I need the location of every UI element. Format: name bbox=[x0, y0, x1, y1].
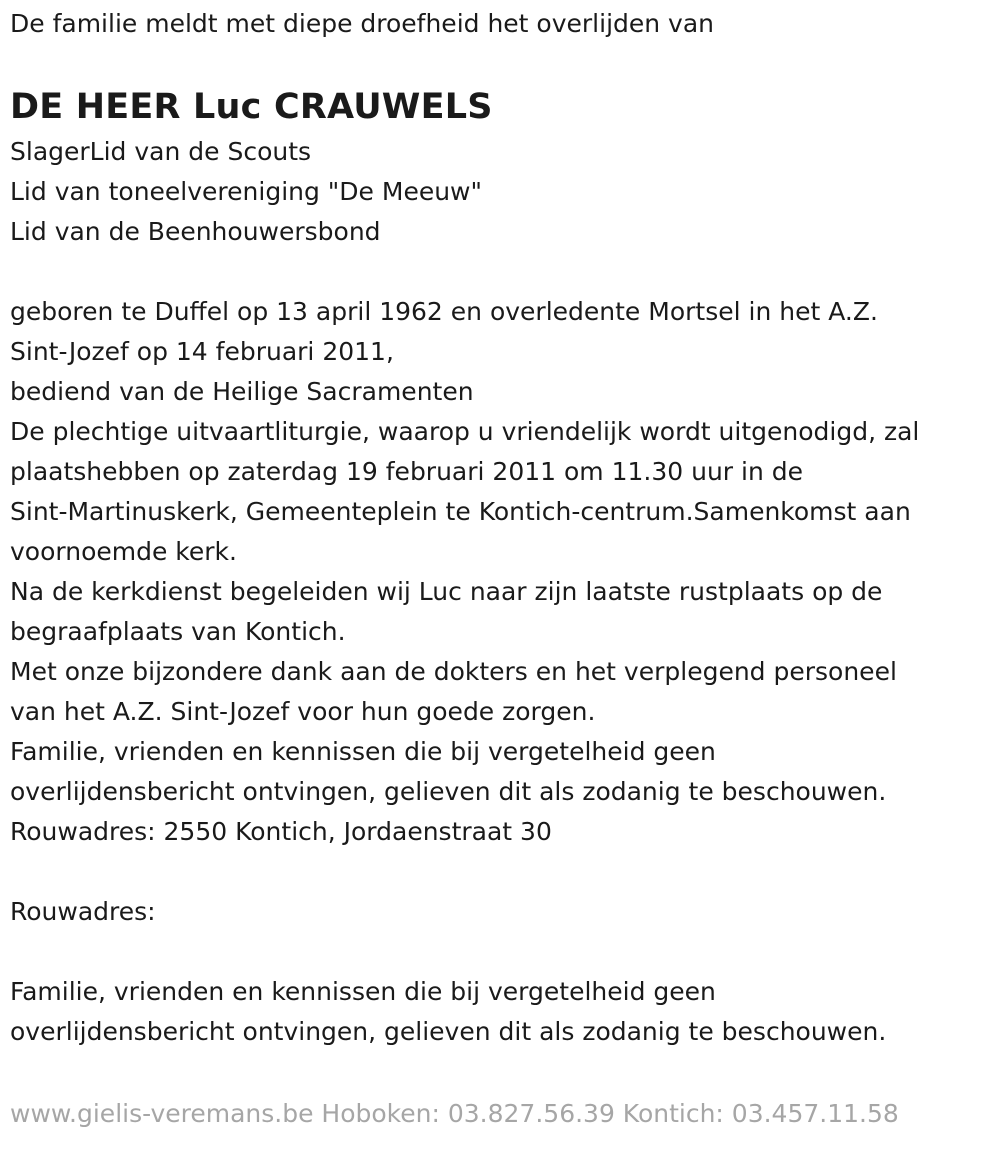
body-line: Sint-Jozef op 14 februari 2011, bbox=[10, 337, 394, 366]
rouwadres-label: Rouwadres: bbox=[10, 897, 156, 926]
spacer bbox=[10, 252, 990, 292]
funeral-home-footer: www.gielis-veremans.be Hoboken: 03.827.56.39 Kontich: 03.457.11.58 bbox=[10, 1099, 899, 1128]
body-line: plaatshebben op zaterdag 19 februari 2011 om 11.30 uur in de bbox=[10, 457, 804, 486]
roles-list bbox=[10, 132, 990, 252]
role-line: Lid van toneelvereniging "De Meeuw" bbox=[10, 177, 482, 206]
spacer bbox=[10, 852, 990, 892]
body-line: Met onze bijzondere dank aan de dokters en het verplegend personeel bbox=[10, 657, 897, 686]
body-line: van het A.Z. Sint-Jozef voor hun goede zorgen. bbox=[10, 697, 596, 726]
body-line: Familie, vrienden en kennissen die bij vergetelheid geen bbox=[10, 737, 716, 766]
body-line: voornoemde kerk. bbox=[10, 537, 237, 566]
role-line: Lid van de Beenhouwersbond bbox=[10, 217, 381, 246]
death-notice bbox=[10, 4, 990, 1052]
closing-text bbox=[10, 972, 990, 1052]
intro-text: De familie meldt met diepe droefheid het overlijden van bbox=[10, 9, 715, 38]
closing-line: overlijdensbericht ontvingen, gelieven dit als zodanig te beschouwen. bbox=[10, 1017, 887, 1046]
deceased-name: DE HEER Luc CRAUWELS bbox=[10, 87, 493, 127]
body-line: begraafplaats van Kontich. bbox=[10, 617, 346, 646]
body-line: De plechtige uitvaartliturgie, waarop u vriendelijk wordt uitgenodigd, zal bbox=[10, 417, 920, 446]
notice-body bbox=[10, 292, 990, 852]
closing-line: Familie, vrienden en kennissen die bij vergetelheid geen bbox=[10, 977, 716, 1006]
rouwadres-line: Rouwadres: 2550 Kontich, Jordaenstraat 30 bbox=[10, 817, 552, 846]
body-line: Sint-Martinuskerk, Gemeenteplein te Kontich-centrum.Samenkomst aan bbox=[10, 497, 911, 526]
spacer bbox=[10, 932, 990, 972]
role-line: SlagerLid van de Scouts bbox=[10, 137, 312, 166]
body-line: Na de kerkdienst begeleiden wij Luc naar zijn laatste rustplaats op de bbox=[10, 577, 883, 606]
body-line: overlijdensbericht ontvingen, gelieven dit als zodanig te beschouwen. bbox=[10, 777, 887, 806]
body-line: bediend van de Heilige Sacramenten bbox=[10, 377, 474, 406]
body-line: geboren te Duffel op 13 april 1962 en overledente Mortsel in het A.Z. bbox=[10, 297, 878, 326]
